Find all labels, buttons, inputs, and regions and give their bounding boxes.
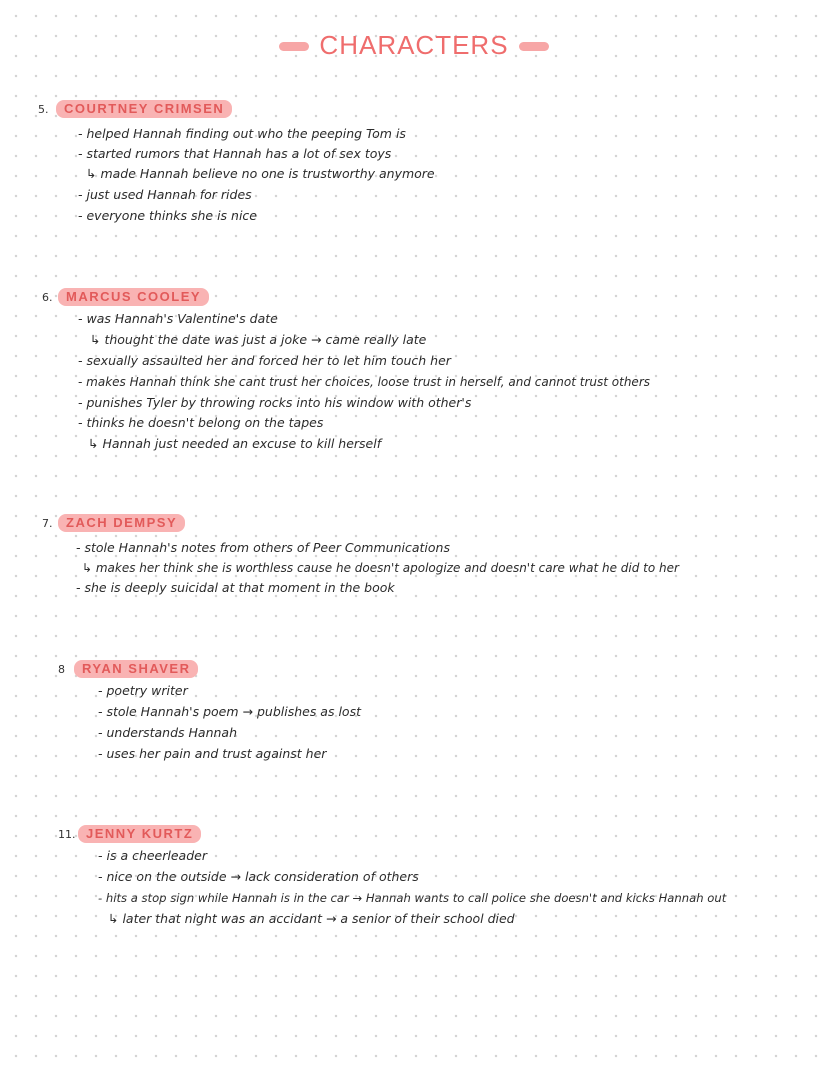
character-name: MARCUS COOLEY [58, 288, 209, 306]
page-title: CHARACTERS [279, 30, 548, 61]
character-name: ZACH DEMPSY [58, 514, 185, 532]
note-line: - is a cheerleader [98, 848, 207, 863]
section-number: 7. [42, 517, 53, 530]
note-line: - uses her pain and trust against her [98, 746, 327, 761]
note-line: - was Hannah's Valentine's date [78, 311, 278, 326]
note-line: - stole Hannah's poem → publishes as lost [98, 704, 361, 719]
note-line: - poetry writer [98, 683, 188, 698]
note-line: ↳ makes her think she is worthless cause he doesn't apologize and doesn't care what he did to her [82, 561, 679, 575]
section-number: 8 [58, 663, 65, 676]
character-name: JENNY KURTZ [78, 825, 201, 843]
note-line: ↳ made Hannah believe no one is trustworthy anymore [86, 166, 435, 181]
note-line: - nice on the outside → lack consideration of others [98, 869, 419, 884]
note-line: - thinks he doesn't belong on the tapes [78, 415, 324, 430]
note-line: - makes Hannah think she cant trust her choices, loose trust in herself, and cannot trust others [78, 375, 651, 389]
note-line: - stole Hannah's notes from others of Peer Communications [76, 540, 450, 555]
note-line: - punishes Tyler by throwing rocks into his window with other's [78, 395, 472, 410]
note-line: - just used Hannah for rides [78, 187, 252, 202]
note-line: ↳ later that night was an accidant → a senior of their school died [108, 911, 515, 926]
page-title-wrap [0, 30, 828, 61]
section-number: 5. [38, 103, 49, 116]
note-line: - started rumors that Hannah has a lot of sex toys [78, 146, 392, 161]
note-line: - everyone thinks she is nice [78, 208, 257, 223]
character-name: RYAN SHAVER [74, 660, 198, 678]
character-name: COURTNEY CRIMSEN [56, 100, 232, 118]
note-line: - helped Hannah finding out who the peeping Tom is [78, 126, 406, 141]
note-line: ↳ thought the date was just a joke → came really late [90, 332, 427, 347]
section-number: 11. [58, 828, 76, 841]
note-line: - understands Hannah [98, 725, 237, 740]
section-number: 6. [42, 291, 53, 304]
note-line: - sexually assaulted her and forced her to let him touch her [78, 353, 451, 368]
note-line: - hits a stop sign while Hannah is in the car → Hannah wants to call police she doesn't and kicks Hannah out [98, 891, 727, 905]
note-line: ↳ Hannah just needed an excuse to kill herself [88, 436, 382, 451]
note-line: - she is deeply suicidal at that moment in the book [76, 580, 395, 595]
